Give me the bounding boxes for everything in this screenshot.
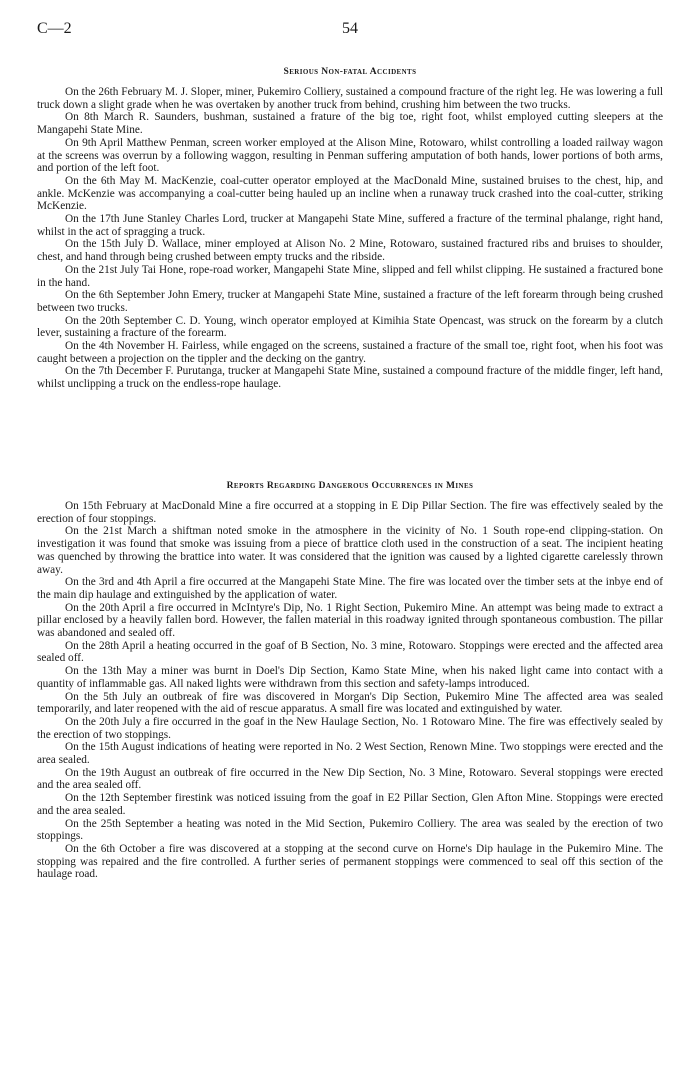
paragraph: On the 7th December F. Purutanga, trucker at Mangapehi State Mine, sustained a compound fracture of the middle finger, left hand, whilst unclipping a truck on the endless-rope haulage.	[37, 365, 663, 391]
section-title: Reports Regarding Dangerous Occurrences in Mines	[226, 481, 474, 491]
page-number: 54	[342, 20, 358, 37]
paragraph: On the 20th April a fire occurred in McIntyre's Dip, No. 1 Right Section, Pukemiro Mine. An attempt was being made to extract a pillar enclosed by a heavily fallen bord. However, the fallen material in this roadway ignited through spontaneous combustion. The pillar was abandoned and sealed off.	[37, 601, 663, 640]
paragraph: On the 25th September a heating was noted in the Mid Section, Pukemiro Colliery. The area was sealed by the erection of two stoppings.	[37, 817, 663, 843]
paragraph: On the 15th August indications of heating were reported in No. 2 West Section, Renown Mine. Two stoppings were erected and the area sealed.	[37, 741, 663, 767]
paragraph: On the 28th April a heating occurred in the goaf of B Section, No. 3 mine, Rotowaro. Stoppings were erected and the affected area sealed off.	[37, 639, 663, 665]
paragraph: On the 6th May M. MacKenzie, coal-cutter operator employed at the MacDonald Mine, sustained bruises to the chest, hip, and ankle. McKenzie was accompanying a coal-cutter being hauled up an incline when a runaway truck crashed into the coal-cutter, striking McKenzie.	[37, 174, 663, 213]
paragraph: On the 3rd and 4th April a fire occurred at the Mangapehi State Mine. The fire was located over the timber sets at the inbye end of the main dip haulage and extinguished by the application of water.	[37, 576, 663, 601]
paragraph: On the 26th February M. J. Sloper, miner, Pukemiro Colliery, sustained a compound fracture of the right leg. He was lowering a full truck down a slight grade when he was overtaken by another truck from behind, crushing him between the two trucks.	[37, 86, 663, 111]
paragraph: On the 6th October a fire was discovered at a stopping at the second curve on Horne's Dip haulage in the Pukemiro Mine. The stopping was repaired and the fire controlled. A further series of permanent stoppings were commenced to seal off this section of the haulage road.	[37, 842, 663, 881]
section-title: Serious Non-fatal Accidents	[283, 67, 417, 77]
paragraph: On the 13th May a miner was burnt in Doel's Dip Section, Kamo State Mine, when his naked light came into contact with a quantity of inflammable gas. All naked lights were withdrawn from this section and safety-lamps introduced.	[37, 665, 663, 690]
report-series-code: C—2	[37, 20, 72, 37]
paragraph: On the 6th September John Emery, trucker at Mangapehi State Mine, sustained a fracture of the left forearm through being crushed between two trucks.	[37, 289, 663, 314]
paragraph: On the 12th September firestink was noticed issuing from the goaf in E2 Pillar Section, Glen Afton Mine. Stoppings were erected and the area sealed.	[37, 792, 663, 817]
paragraph: On the 20th September C. D. Young, winch operator employed at Kimihia State Opencast, was struck on the forearm by a clutch lever, sustaining a fracture of the forearm.	[37, 314, 663, 340]
paragraph: On the 21st March a shiftman noted smoke in the atmosphere in the vicinity of No. 1 South rope-end clipping-station. On investigation it was found that smoke was issuing from a piece of brattice cloth used in the construction of a seat. The incipient heating was quenched by throwing the brattice into water. It was considered that the ignition was caused by a lighted cigarette carelessly thrown away.	[37, 525, 663, 576]
paragraph: On the 20th July a fire occurred in the goaf in the New Haulage Section, No. 1 Rotowaro Mine. The fire was effectively sealed by the erection of two stoppings.	[37, 715, 663, 741]
page-header	[37, 20, 663, 44]
section-serious-non-fatal-accidents	[37, 66, 663, 391]
paragraph: On 15th February at MacDonald Mine a fire occurred at a stopping in E Dip Pillar Section. The fire was effectively sealed by the erection of four stoppings.	[37, 500, 663, 525]
paragraph: On 8th March R. Saunders, bushman, sustained a frature of the big toe, right foot, whilst employed cutting sleepers at the Mangapehi State Mine.	[37, 111, 663, 137]
paragraph: On the 17th June Stanley Charles Lord, trucker at Mangapehi State Mine, suffered a fracture of the terminal phalange, right hand, whilst in the act of spragging a truck.	[37, 213, 663, 238]
paragraph: On the 15th July D. Wallace, miner employed at Alison No. 2 Mine, Rotowaro, sustained fractured ribs and bruises to shoulder, chest, and hand through being crushed between empty trucks and the ribside.	[37, 238, 663, 264]
section-dangerous-occurrences	[37, 480, 663, 881]
paragraph: On the 19th August an outbreak of fire occurred in the New Dip Section, No. 3 Mine, Rotowaro. Several stoppings were erected and the area sealed off.	[37, 766, 663, 792]
paragraph: On the 5th July an outbreak of fire was discovered in Morgan's Dip Section, Pukemiro Mine The affected area was sealed temporarily, and later reopened with the aid of rescue apparatus. A small fire was located and extinguished by water.	[37, 690, 663, 716]
paragraph: On 9th April Matthew Penman, screen worker employed at the Alison Mine, Rotowaro, whilst controlling a loaded railway wagon at the screens was overrun by a following waggon, resulting in Penman suffering amputation of both hands, lower portions of both arms, and portion of the left foot.	[37, 136, 663, 175]
paragraph: On the 4th November H. Fairless, while engaged on the screens, sustained a fracture of the small toe, right foot, when his foot was caught between a projection on the tippler and the decking on the gantry.	[37, 340, 663, 365]
paragraph: On the 21st July Tai Hone, rope-road worker, Mangapehi State Mine, slipped and fell whilst clipping. He sustained a fractured bone in the hand.	[37, 263, 663, 289]
